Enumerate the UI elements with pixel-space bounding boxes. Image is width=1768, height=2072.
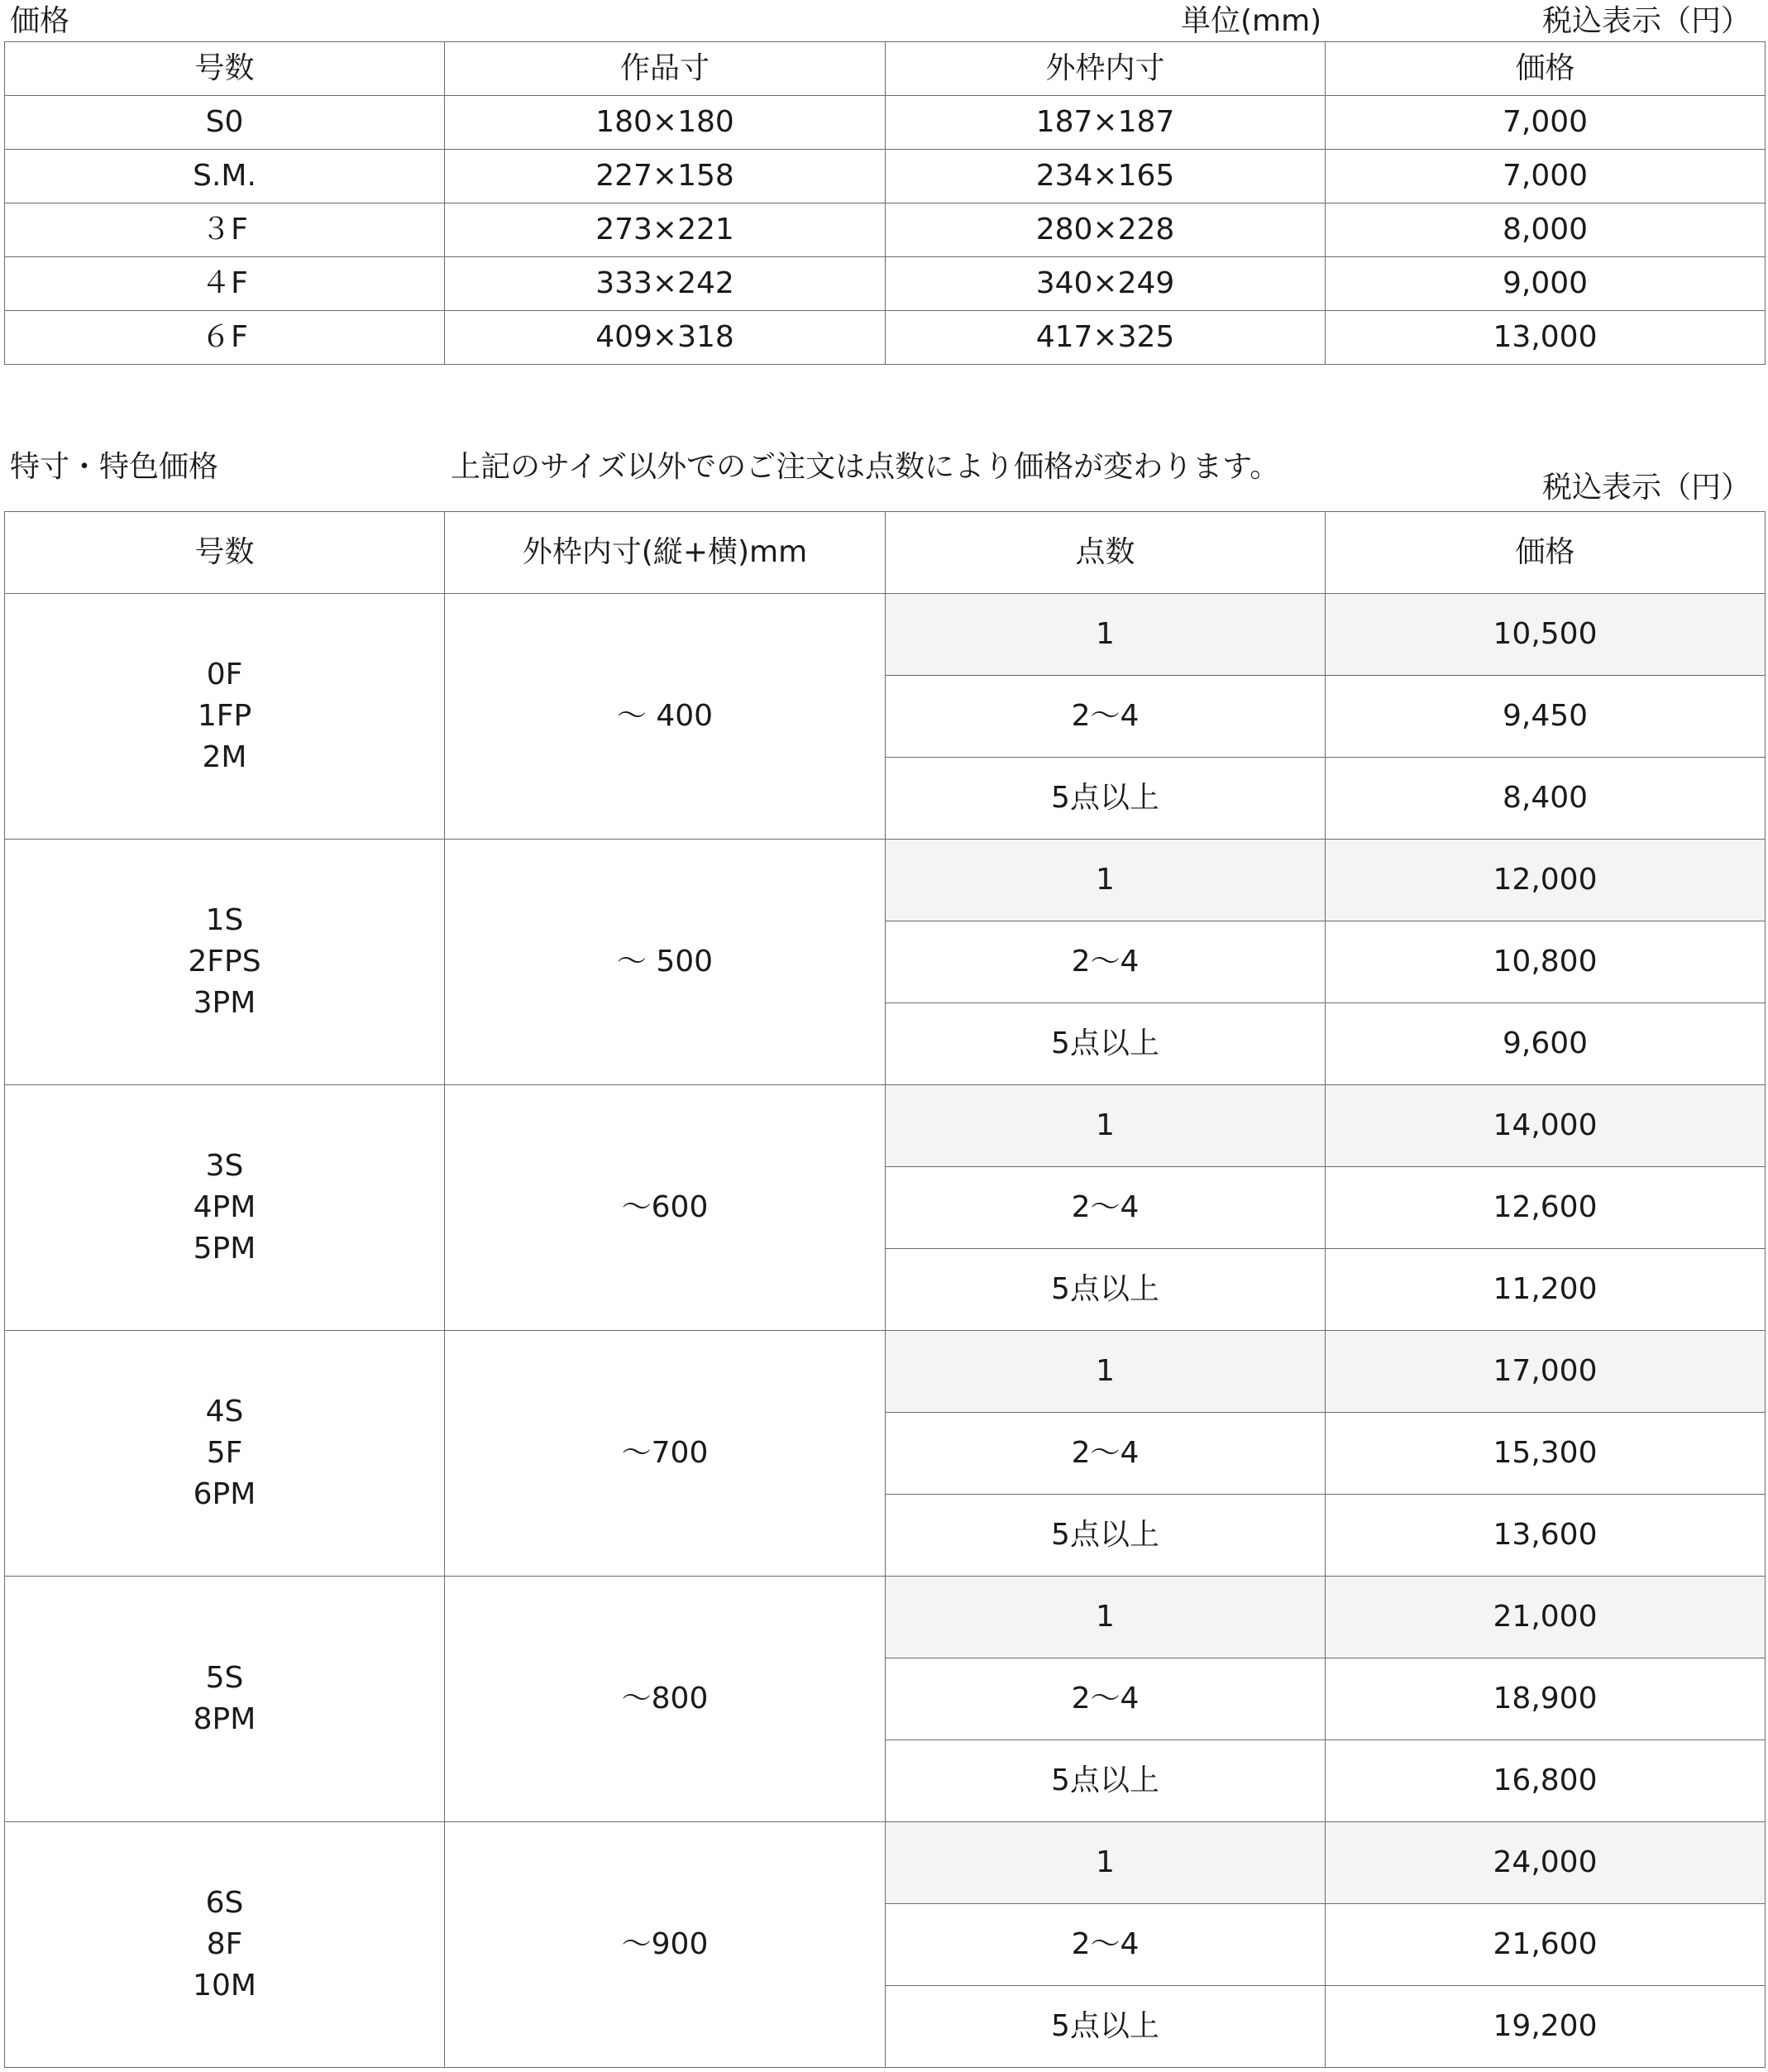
size-number: 6PM — [193, 1477, 256, 1511]
table-row — [5, 311, 1766, 365]
table-row — [5, 257, 1766, 311]
size-group-cell — [5, 1085, 445, 1331]
quantity-cell: 5点以上 — [886, 1249, 1326, 1331]
table-row — [5, 150, 1766, 203]
quantity-cell: 2〜4 — [886, 1167, 1326, 1249]
header-size-number: 号数 — [5, 42, 445, 96]
table-row — [5, 203, 1766, 257]
price-cell: 15,300 — [1326, 1413, 1766, 1495]
price-cell: 10,500 — [1326, 594, 1766, 676]
special-price-section-title: 特寸・特色価格 — [10, 450, 219, 484]
frame-size-range-cell: 〜 400 — [445, 594, 886, 840]
size-number: 5F — [206, 1436, 243, 1470]
size-number-cell: ４F — [5, 257, 445, 311]
header-work-size: 作品寸 — [445, 42, 886, 96]
frame-size-cell: 417×325 — [886, 311, 1326, 365]
table-header-row — [5, 512, 1766, 594]
quantity-cell: 2〜4 — [886, 921, 1326, 1003]
size-number: 8PM — [193, 1702, 256, 1736]
price-cell: 21,000 — [1326, 1577, 1766, 1658]
price-cell: 10,800 — [1326, 921, 1766, 1003]
special-order-note: 上記のサイズ以外でのご注文は点数により価格が変わります。 — [451, 450, 1280, 484]
size-number: 6S — [205, 1886, 244, 1920]
header-quantity: 点数 — [886, 512, 1326, 594]
price-cell: 12,000 — [1326, 840, 1766, 921]
size-number-cell: S0 — [5, 96, 445, 150]
size-number: 5PM — [193, 1232, 256, 1266]
quantity-cell: 1 — [886, 594, 1326, 676]
frame-size-cell: 187×187 — [886, 96, 1326, 150]
price-cell: 13,600 — [1326, 1495, 1766, 1577]
price-section-title: 価格 — [10, 4, 70, 38]
price-cell: 18,900 — [1326, 1658, 1766, 1740]
tax-note-label: 税込表示（円） — [1542, 4, 1751, 38]
size-number: 1FP — [197, 699, 252, 733]
frame-size-range-cell: 〜 500 — [445, 840, 886, 1085]
price-cell: 19,200 — [1326, 1986, 1766, 2068]
standard-price-table — [4, 41, 1766, 365]
price-cell: 13,000 — [1326, 311, 1766, 365]
header-size-number: 号数 — [5, 512, 445, 594]
table-row — [5, 840, 1766, 921]
price-cell: 7,000 — [1326, 96, 1766, 150]
price-cell: 9,450 — [1326, 676, 1766, 758]
size-number: 4PM — [193, 1190, 256, 1224]
work-size-cell: 227×158 — [445, 150, 886, 203]
frame-size-range-cell: 〜900 — [445, 1822, 886, 2068]
table-row — [5, 1085, 1766, 1167]
price-cell: 17,000 — [1326, 1331, 1766, 1413]
table-header-row — [5, 42, 1766, 96]
price-cell: 8,000 — [1326, 203, 1766, 257]
size-number: 8F — [206, 1927, 243, 1961]
size-group-cell — [5, 594, 445, 840]
work-size-cell: 409×318 — [445, 311, 886, 365]
tax-note-label: 税込表示（円） — [1542, 471, 1751, 505]
quantity-cell: 5点以上 — [886, 1003, 1326, 1085]
table-row — [5, 594, 1766, 676]
quantity-cell: 2〜4 — [886, 1413, 1326, 1495]
header-frame-inner-size: 外枠内寸 — [886, 42, 1326, 96]
size-number-cell: ３F — [5, 203, 445, 257]
size-number: 2M — [202, 740, 247, 774]
quantity-cell: 2〜4 — [886, 1658, 1326, 1740]
work-size-cell: 180×180 — [445, 96, 886, 150]
price-cell: 21,600 — [1326, 1904, 1766, 1986]
special-price-table — [4, 511, 1766, 2068]
size-group-cell — [5, 1577, 445, 1822]
price-cell: 9,600 — [1326, 1003, 1766, 1085]
header-price: 価格 — [1326, 42, 1766, 96]
quantity-cell: 5点以上 — [886, 1986, 1326, 2068]
size-number-cell: S.M. — [5, 150, 445, 203]
table-row — [5, 1577, 1766, 1658]
quantity-cell: 1 — [886, 1085, 1326, 1167]
price-cell: 7,000 — [1326, 150, 1766, 203]
quantity-cell: 1 — [886, 1822, 1326, 1904]
unit-label: 単位(mm) — [1181, 4, 1322, 38]
size-number: 10M — [193, 1969, 256, 2003]
price-cell: 11,200 — [1326, 1249, 1766, 1331]
quantity-cell: 5点以上 — [886, 1740, 1326, 1822]
quantity-cell: 1 — [886, 840, 1326, 921]
size-number: 1S — [205, 903, 244, 937]
size-group-cell — [5, 1822, 445, 2068]
header-price: 価格 — [1326, 512, 1766, 594]
size-group-cell — [5, 840, 445, 1085]
price-cell: 8,400 — [1326, 758, 1766, 840]
frame-size-range-cell: 〜700 — [445, 1331, 886, 1577]
size-number: 5S — [205, 1661, 244, 1695]
price-cell: 12,600 — [1326, 1167, 1766, 1249]
quantity-cell: 2〜4 — [886, 676, 1326, 758]
size-number: 3S — [205, 1149, 244, 1183]
size-number: 4S — [205, 1395, 244, 1428]
price-cell: 14,000 — [1326, 1085, 1766, 1167]
quantity-cell: 1 — [886, 1331, 1326, 1413]
quantity-cell: 2〜4 — [886, 1904, 1326, 1986]
frame-size-range-cell: 〜600 — [445, 1085, 886, 1331]
work-size-cell: 273×221 — [445, 203, 886, 257]
header-frame-inner-size: 外枠内寸(縦+横)mm — [445, 512, 886, 594]
frame-size-range-cell: 〜800 — [445, 1577, 886, 1822]
size-number: 0F — [206, 658, 243, 691]
size-number-cell: ６F — [5, 311, 445, 365]
work-size-cell: 333×242 — [445, 257, 886, 311]
quantity-cell: 5点以上 — [886, 1495, 1326, 1577]
table-row — [5, 1331, 1766, 1413]
price-cell: 9,000 — [1326, 257, 1766, 311]
size-number: 3PM — [193, 986, 256, 1020]
frame-size-cell: 280×228 — [886, 203, 1326, 257]
price-cell: 24,000 — [1326, 1822, 1766, 1904]
size-number: 2FPS — [188, 945, 261, 979]
frame-size-cell: 234×165 — [886, 150, 1326, 203]
price-cell: 16,800 — [1326, 1740, 1766, 1822]
quantity-cell: 5点以上 — [886, 758, 1326, 840]
table-row — [5, 1822, 1766, 1904]
table-row — [5, 96, 1766, 150]
frame-size-cell: 340×249 — [886, 257, 1326, 311]
quantity-cell: 1 — [886, 1577, 1326, 1658]
size-group-cell — [5, 1331, 445, 1577]
